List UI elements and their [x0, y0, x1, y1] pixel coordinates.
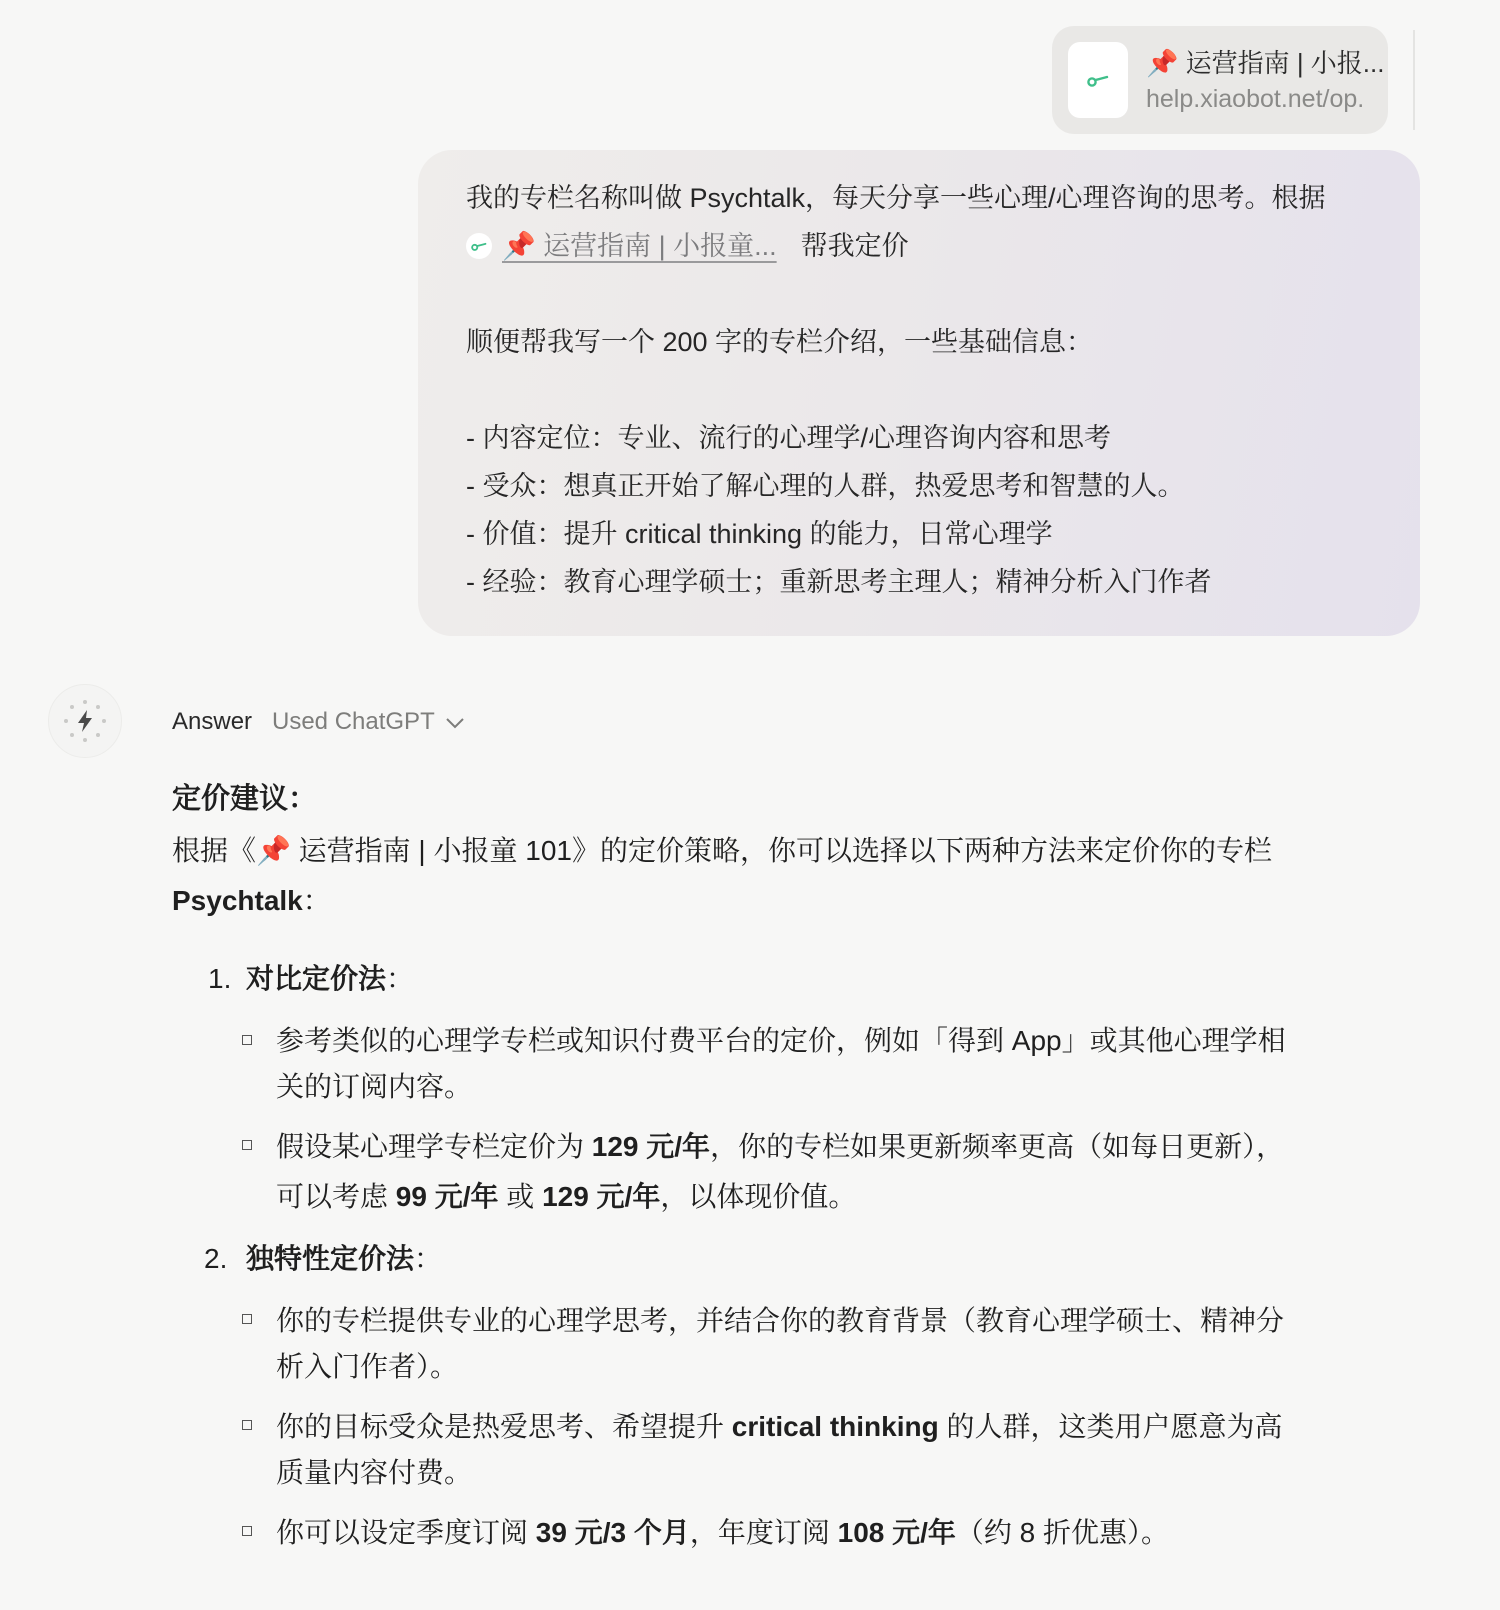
- list-number: 1.: [208, 963, 232, 994]
- list-item: [276, 1176, 856, 1218]
- inline-reference-link[interactable]: 📌 运营指南 | 小报童...: [502, 231, 777, 261]
- punctuation: ：: [302, 885, 331, 916]
- text: 假设某心理学专栏定价为: [276, 1131, 592, 1162]
- chevron-down-icon: [445, 704, 465, 740]
- text: 你可以设定季度订阅: [276, 1517, 536, 1548]
- text: ，你的专栏如果更新频率更高（如每日更新），: [710, 1131, 1285, 1162]
- user-message-line: 顺便帮我写一个 200 字的专栏介绍，一些基础信息：: [466, 327, 1094, 357]
- user-message-line: [466, 226, 909, 266]
- user-message-text: 帮我定价: [800, 231, 909, 261]
- list-bullet: [242, 1140, 252, 1150]
- answer-paragraph: 根据《📌 运营指南 | 小报童 101》的定价策略，你可以选择以下两种方法来定价你的专栏: [172, 835, 1272, 866]
- punctuation: ：: [386, 963, 415, 994]
- user-message-line: 我的专栏名称叫做 Psychtalk，每天分享一些心理/心理咨询的思考。根据: [466, 183, 1326, 213]
- list-item: [276, 1512, 1169, 1554]
- punctuation: ：: [414, 1243, 443, 1274]
- list-item: 你的专栏提供专业的心理学思考，并结合你的教育背景（教育心理学硕士、精神分: [276, 1305, 1285, 1336]
- price: 39 元/3 个月: [535, 1517, 690, 1548]
- keyword: critical thinking: [731, 1411, 939, 1442]
- list-bullet: [242, 1420, 252, 1430]
- text: ，以体现价值。: [660, 1181, 857, 1212]
- attachment-title: 📌 运营指南 | 小报...: [1146, 48, 1385, 78]
- text: 你的目标受众是热爱思考、希望提升: [276, 1411, 732, 1442]
- text: 或: [498, 1181, 543, 1212]
- section-title: [246, 958, 414, 1000]
- user-message-bullet: - 价值：提升 critical thinking 的能力，日常心理学: [466, 519, 1053, 549]
- list-item: 质量内容付费。: [276, 1457, 473, 1488]
- answer-heading: 定价建议：: [172, 783, 318, 815]
- price: 129 元/年: [542, 1181, 661, 1212]
- price: 129 元/年: [591, 1131, 711, 1162]
- text: 的人群，这类用户愿意为高: [938, 1411, 1283, 1442]
- text: ，年度订阅: [689, 1517, 838, 1548]
- lightning-icon: [48, 684, 122, 758]
- section-title-text: 独特性定价法: [246, 1243, 415, 1274]
- list-number: 2.: [204, 1243, 228, 1274]
- user-message-bullet: - 内容定位：专业、流行的心理学/心理咨询内容和思考: [466, 423, 1111, 453]
- list-item: 参考类似的心理学专栏或知识付费平台的定价，例如「得到 App」或其他心理学相: [276, 1025, 1286, 1056]
- section-title-text: 对比定价法: [246, 963, 387, 994]
- user-message-bullet: - 经验：教育心理学硕士；重新思考主理人；精神分析入门作者: [466, 567, 1212, 597]
- answer-label: Answer: [172, 708, 253, 735]
- used-tool-label: Used ChatGPT: [272, 708, 435, 735]
- used-tool-toggle[interactable]: [272, 704, 465, 740]
- attachment-url: help.xiaobot.net/op.: [1146, 85, 1365, 113]
- list-item: 析入门作者）。: [276, 1351, 459, 1382]
- list-item: 关的订阅内容。: [276, 1071, 473, 1102]
- list-item: [276, 1406, 1283, 1448]
- list-bullet: [242, 1035, 252, 1045]
- attachment-divider: [1413, 30, 1415, 130]
- section-title: [246, 1238, 442, 1280]
- list-item: [276, 1126, 1284, 1168]
- user-message-bullet: - 受众：想真正开始了解心理的人群，热爱思考和智慧的人。: [466, 471, 1185, 501]
- text: 可以考虑: [276, 1181, 396, 1212]
- user-message-bubble: [418, 150, 1420, 636]
- price: 99 元/年: [395, 1181, 499, 1212]
- list-bullet: [242, 1314, 252, 1324]
- list-bullet: [242, 1526, 252, 1536]
- answer-paragraph: [172, 880, 331, 922]
- link-icon: [466, 233, 492, 259]
- price: 108 元/年: [837, 1517, 956, 1548]
- column-name: Psychtalk: [172, 885, 303, 916]
- attachment-card[interactable]: [1052, 26, 1388, 134]
- link-icon: [1068, 42, 1128, 118]
- text: （约 8 折优惠）。: [955, 1517, 1170, 1548]
